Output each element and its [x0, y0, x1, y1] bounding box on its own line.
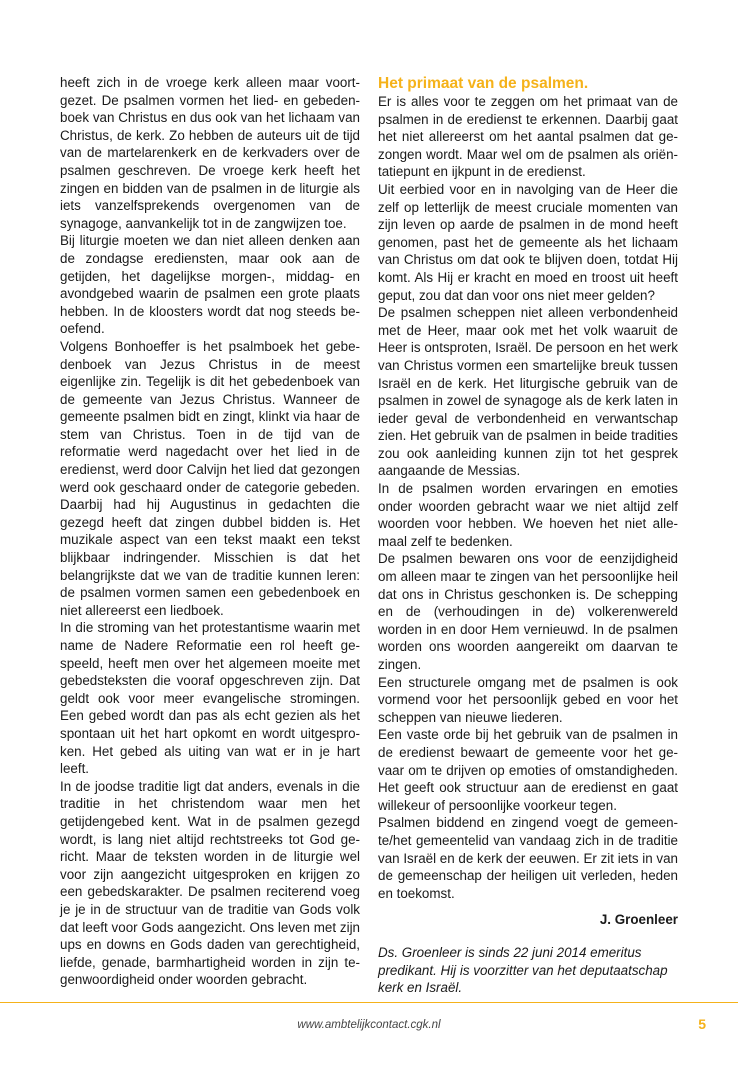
author-signature: J. Groenleer — [599, 912, 678, 928]
body-paragraph: Volgens Bonhoeffer is het psalmboek het gebedenboek van Jezus Christus in de meest eigenlijke zin. Tegelijk is dit het gebedenboek van de gemeente van Jezus Christus. Wanneer de gemeente psalmen bidt en zingt, klinkt via haar de stem van Christus. Toen in de tijd van de reformatie werd nagedacht over het lied in de eredienst, werd door Calvijn het lied dat gezongen werd ook geschaard onder de categorie gebeden. Daarbij had hij Augustinus in gedachten die gezegd heeft dat zingen dubbel bidden is. Het muzikale aspect van een tekst maakt een tekst blijkbaar indringender. Misschien is dat het belangrijkste dat we van de traditie kunnen leren: de psalmen vormen samen een gebedenboek en niet allereerst een liedboek. — [60, 338, 360, 618]
body-paragraph: De psalmen bewaren ons voor de eenzijdigheid om alleen maar te zingen van het persoonlijke heil dat ons in Christus geschonken is. De schepping en de (verhoudingen in de) volkerenwereld worden in en door Hem vernieuwd. In de psalmen worden ons woorden aangereikt om daarvan te zingen. — [378, 551, 678, 672]
body-paragraph: In die stroming van het protestantisme waarin met name de Nadere Reformatie een rol heeft gespeeld, heeft men over het algemeen moeite met gebedsteksten die vooraf opgeschreven zijn. Dat geldt ook voor meer evangelische stromingen. Een gebed wordt dan pas als echt gezien als het spontaan uit het hart opkomt en wordt uitgesproken. Het gebed als uiting van wat er in je hart leeft. — [60, 620, 360, 777]
body-paragraph: In de psalmen worden ervaringen en emoties onder woorden gebracht waar we niet altijd zelf woorden voor hebben. We hoeven het niet allemaal zelf te bedenken. — [378, 481, 678, 549]
body-paragraph: Uit eerbied voor en in navolging van de Heer die zelf op letterlijk de meest cruciale momenten van zijn leven op aarde de psalmen in de mond heeft genomen, past het de gemeente als het lichaam van Christus om dat ook te blijven doen, totdat Hij komt. Als Hij er kracht en moed en troost uit heeft geput, zou dat dan voor ons niet meer gelden? — [378, 181, 678, 303]
body-paragraph: Een vaste orde bij het gebruik van de psalmen in de eredienst bewaart de gemeente voor het gevaar om te drijven op emoties of omstandigheden. Het geeft ook structuur aan de eredienst en gaat willekeur of persoonlijke voorkeur tegen. — [378, 727, 678, 813]
body-paragraph: Een structurele omgang met de psalmen is ook vormend voor het persoonlijk gebed en voor het scheppen van nieuwe liederen. — [378, 674, 678, 725]
right-column — [378, 74, 678, 997]
footer-divider — [0, 1002, 738, 1003]
section-heading: Het primaat van de psalmen. — [378, 75, 589, 92]
body-paragraph: In de joodse traditie ligt dat anders, evenals in die traditie in het christendom waar men het getijdengebed kent. Wat in de psalmen gezegd wordt, is lang niet altijd rechtstreeks tot God gericht. Maar de teksten worden in de liturgie wel voor zijn aangezicht uitgesproken en krijgen zo een gebedskarakter. De psalmen reciterend voeg je je in de structuur van de traditie van Gods volk dat leeft voor Gods aangezicht. Ons leven met zijn ups en downs en Gods daden van gerechtigheid, liefde, genade, barmhartigheid worden in zijn tegenwoordigheid onder woorden gebracht. — [60, 778, 360, 988]
author-bio: Ds. Groenleer is sinds 22 juni 2014 emeritus predikant. Hij is voorzitter van het deputaatschap kerk en Israël. — [378, 944, 668, 996]
left-column — [60, 74, 360, 989]
footer-website-link[interactable]: www.ambtelijkcontact.cgk.nl — [297, 1019, 441, 1031]
body-paragraph: Er is alles voor te zeggen om het primaat van de psalmen in de eredienst te erkennen. Daarbij gaat het niet allereerst om het aantal psalmen dat gezongen wordt. Maar wel om de psalmen als oriëntatiepunt en ijkpunt in de eredienst. — [378, 94, 678, 180]
page-number: 5 — [698, 1016, 706, 1032]
body-paragraph: De psalmen scheppen niet alleen verbondenheid met de Heer, maar ook met het volk waaruit de Heer is ontsproten, Israël. De persoon en het werk van Christus vormen een smartelijke breuk tussen Israël en de kerk. Het liturgische gebruik van de psalmen in zowel de synagoge als de kerk laten in ieder geval de verbondenheid en verwantschap zien. Het gebruik van de psalmen in beide tradities zou ook aanleiding kunnen zijn tot het gesprek aangaande de Messias. — [378, 305, 678, 479]
body-paragraph: Psalmen biddend en zingend voegt de gemeente/het gemeentelid van vandaag zich in de traditie van Israël en de kerk der eeuwen. Er zit iets in van de gemeenschap der heiligen uit verleden, heden en toekomst. — [378, 815, 678, 901]
body-paragraph: Bij liturgie moeten we dan niet alleen denken aan de zondagse erediensten, maar ook aan de getijden, het dagelijkse morgen-, middag- en avondgebed waarin de psalmen een grote plaats hebben. In de kloosters wordt dat nog steeds beoefend. — [60, 233, 360, 337]
body-paragraph: heeft zich in de vroege kerk alleen maar voortgezet. De psalmen vormen het lied- en gebedenboek van Christus en dus ook van het lichaam van Christus, de kerk. Zo hebben de auteurs uit de tijd van de martelarenkerk en de kerkvaders over de psalmen geschreven. De vroege kerk heeft het zingen en bidden van de psalmen in de liturgie als iets vanzelfsprekends overgenomen van de synagoge, aanvankelijk tot in de zangwijzen toe. — [60, 75, 360, 231]
